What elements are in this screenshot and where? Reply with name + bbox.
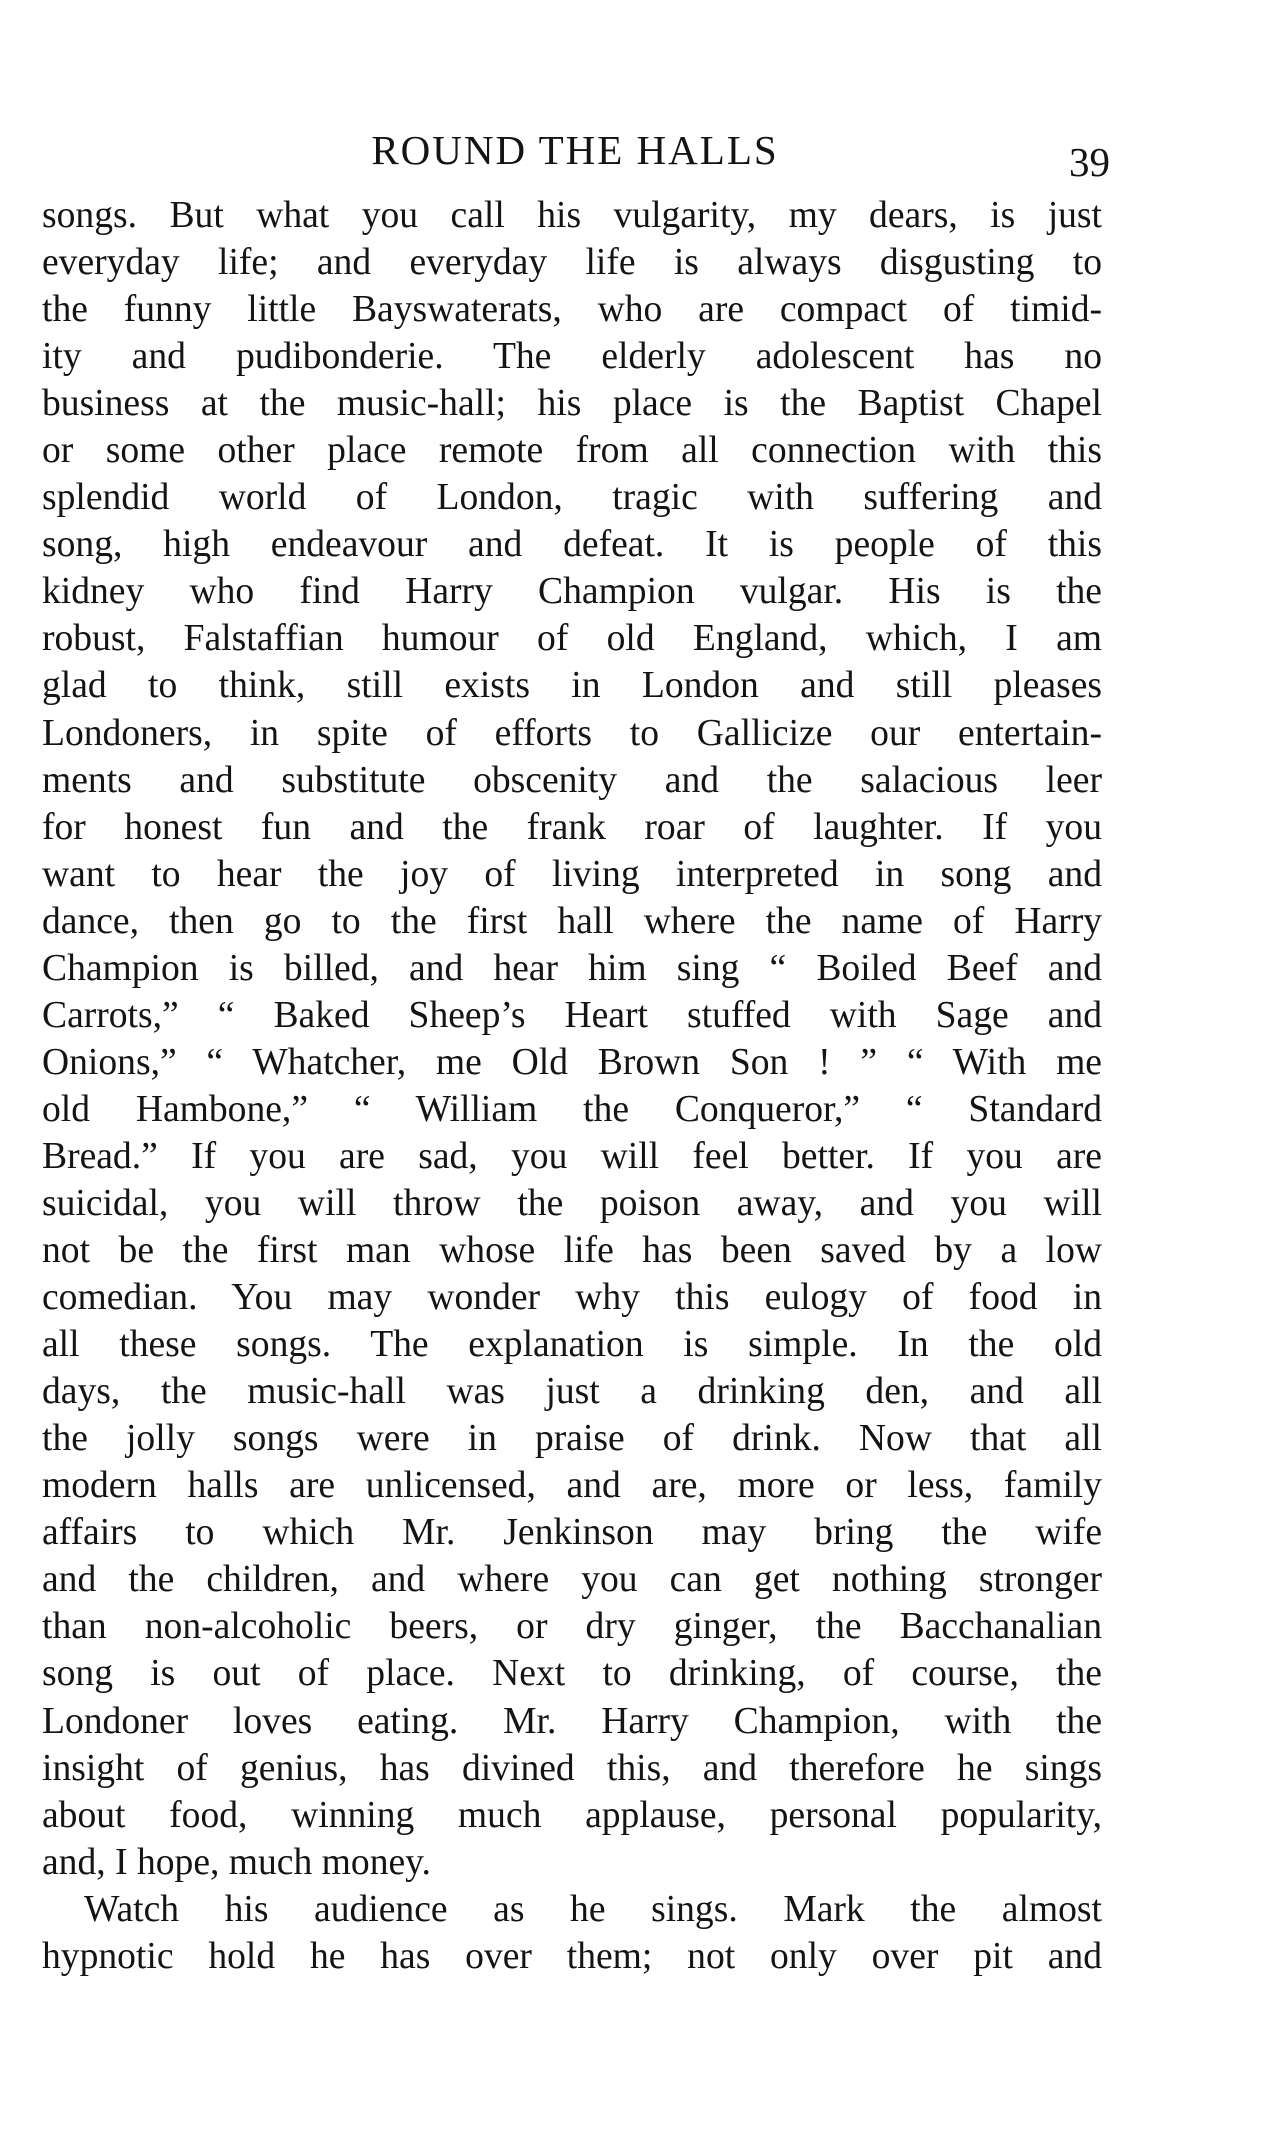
text-line: ity and pudibonderie. The elderly adolescent has no — [42, 336, 1102, 378]
text-line: or some other place remote from all connection with this — [42, 430, 1102, 472]
text-line: about food, winning much applause, personal popularity, — [42, 1794, 1102, 1836]
text-line: Watch his audience as he sings. Mark the almost — [84, 1888, 1102, 1930]
text-line: glad to think, still exists in London and still pleases — [42, 665, 1102, 707]
text-line: than non-alcoholic beers, or dry ginger, the Bacchanalian — [42, 1606, 1102, 1648]
text-line: kidney who find Harry Champion vulgar. His is the — [42, 571, 1102, 613]
text-line: dance, then go to the first hall where the name of Harry — [42, 900, 1102, 942]
text-line: hypnotic hold he has over them; not only over pit and — [42, 1935, 1102, 1977]
text-line: affairs to which Mr. Jenkinson may bring the wife — [42, 1512, 1102, 1554]
text-line: old Hambone,” “ William the Conqueror,” “ Standard — [42, 1088, 1102, 1130]
paragraph-2 — [42, 1886, 1102, 1980]
text-line: the funny little Bayswaterats, who are compact of timid- — [42, 289, 1102, 331]
text-line: and, I hope, much money. — [42, 1841, 431, 1883]
chapter-title: ROUND THE HALLS — [371, 127, 779, 173]
page-number: 39 — [1069, 139, 1110, 185]
text-line: want to hear the joy of living interpreted in song and — [42, 853, 1102, 895]
text-line: robust, Falstaffian humour of old England, which, I am — [42, 618, 1102, 660]
text-line: and the children, and where you can get nothing stronger — [42, 1559, 1102, 1601]
text-line: song, high endeavour and defeat. It is people of this — [42, 524, 1102, 566]
text-line: comedian. You may wonder why this eulogy of food in — [42, 1277, 1102, 1319]
text-line: Londoner loves eating. Mr. Harry Champion, with the — [42, 1700, 1102, 1742]
text-line: not be the first man whose life has been saved by a low — [42, 1230, 1102, 1272]
text-line: splendid world of London, tragic with suffering and — [42, 477, 1102, 519]
text-line: business at the music-hall; his place is the Baptist Chapel — [42, 383, 1102, 425]
text-line: Londoners, in spite of efforts to Gallicize our entertain- — [42, 712, 1102, 754]
paragraph-1 — [42, 192, 1102, 1886]
text-line: ments and substitute obscenity and the salacious leer — [42, 759, 1102, 801]
text-line: everyday life; and everyday life is always disgusting to — [42, 242, 1102, 284]
text-line: Bread.” If you are sad, you will feel better. If you are — [42, 1135, 1102, 1177]
text-line: days, the music-hall was just a drinking den, and all — [42, 1371, 1102, 1413]
text-line: the jolly songs were in praise of drink. Now that all — [42, 1418, 1102, 1460]
text-line: suicidal, you will throw the poison away, and you will — [42, 1182, 1102, 1224]
text-line: modern halls are unlicensed, and are, more or less, family — [42, 1465, 1102, 1507]
text-line: all these songs. The explanation is simple. In the old — [42, 1324, 1102, 1366]
text-line: for honest fun and the frank roar of laughter. If you — [42, 806, 1102, 848]
body-text — [42, 192, 1102, 1980]
text-line: Onions,” “ Whatcher, me Old Brown Son ! ” “ With me — [42, 1041, 1102, 1083]
text-line: Carrots,” “ Baked Sheep’s Heart stuffed with Sage and — [42, 994, 1102, 1036]
text-line: insight of genius, has divined this, and therefore he sings — [42, 1747, 1102, 1789]
text-line: song is out of place. Next to drinking, of course, the — [42, 1653, 1102, 1695]
text-line: Champion is billed, and hear him sing “ Boiled Beef and — [42, 947, 1102, 989]
running-head — [40, 120, 1110, 185]
text-line: songs. But what you call his vulgarity, my dears, is just — [42, 195, 1102, 236]
